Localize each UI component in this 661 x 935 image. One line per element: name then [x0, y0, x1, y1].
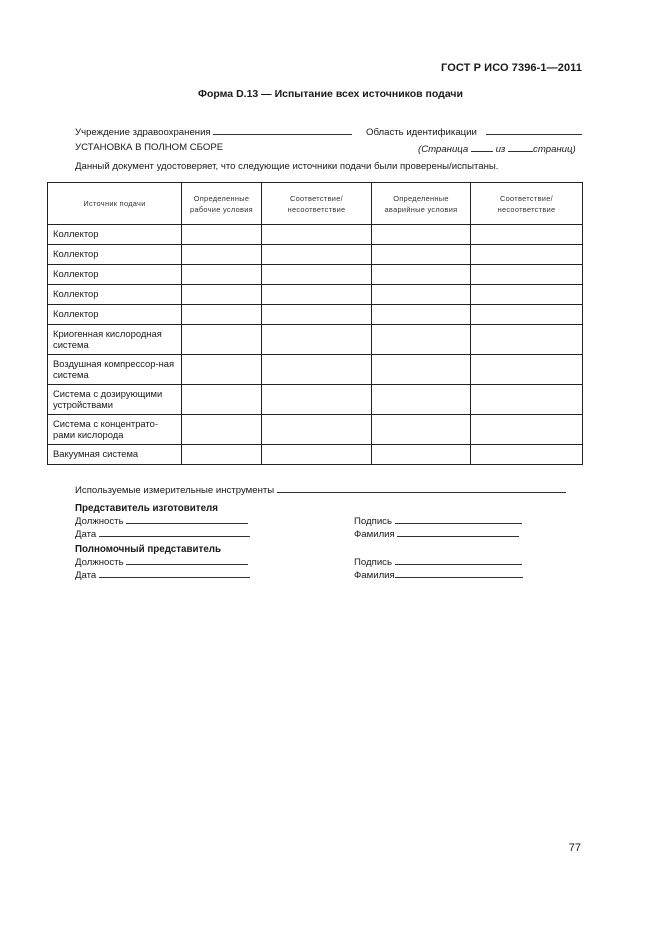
manufacturer-position-label: Должность — [75, 516, 124, 527]
table-cell[interactable] — [182, 225, 262, 245]
source-name: Коллектор — [48, 225, 182, 245]
institution-label: Учреждение здравоохранения — [75, 127, 211, 138]
table-cell[interactable] — [182, 245, 262, 265]
manufacturer-position-blank[interactable] — [126, 514, 248, 524]
identification-area-label: Область идентификации — [366, 127, 477, 138]
col-header-operating-conditions: Определенные рабочие условия — [182, 183, 262, 225]
manufacturer-date-label: Дата — [75, 529, 97, 540]
source-name: Коллектор — [48, 285, 182, 305]
table-cell[interactable] — [182, 445, 262, 465]
of-label: из — [495, 144, 506, 155]
total-pages-blank[interactable] — [508, 142, 533, 152]
table-cell[interactable] — [372, 305, 471, 325]
table-row — [48, 325, 583, 355]
manufacturer-surname-blank[interactable] — [397, 527, 519, 537]
source-name: Коллектор — [48, 305, 182, 325]
instruments-line — [75, 483, 566, 496]
instruments-blank[interactable] — [277, 483, 566, 493]
table-cell[interactable] — [182, 415, 262, 445]
table-cell[interactable] — [372, 285, 471, 305]
supply-sources-table — [47, 182, 583, 465]
table-cell[interactable] — [262, 415, 372, 445]
table-row — [48, 445, 583, 465]
table-row — [48, 355, 583, 385]
source-name: Вакуумная система — [48, 445, 182, 465]
table-row — [48, 305, 583, 325]
table-cell[interactable] — [182, 355, 262, 385]
table-cell[interactable] — [372, 265, 471, 285]
identification-area-line — [366, 125, 582, 138]
form-title: Форма D.13 — Испытание всех источников подачи — [198, 88, 463, 100]
page-count-line — [418, 142, 576, 155]
statement-text: Данный документ удостоверяет, что следующие источники подачи были проверены/испытаны. — [75, 161, 499, 172]
table-row — [48, 415, 583, 445]
manufacturer-signature-blank[interactable] — [395, 514, 522, 524]
table-cell[interactable] — [372, 385, 471, 415]
table-header-row — [48, 183, 583, 225]
table-cell[interactable] — [182, 285, 262, 305]
table-cell[interactable] — [372, 245, 471, 265]
table-cell[interactable] — [372, 445, 471, 465]
authorized-surname-label: Фамилия — [354, 570, 395, 581]
table-cell[interactable] — [182, 265, 262, 285]
col-header-emergency-conditions: Определенные аварийные условия — [372, 183, 471, 225]
source-name: Коллектор — [48, 265, 182, 285]
table-cell[interactable] — [372, 355, 471, 385]
source-name: Воздушная компрессор-ная система — [48, 355, 182, 385]
institution-blank[interactable] — [213, 125, 352, 135]
table-row — [48, 245, 583, 265]
col-header-source: Источник подачи — [48, 183, 182, 225]
table-cell[interactable] — [471, 305, 583, 325]
table-cell[interactable] — [262, 385, 372, 415]
table-cell[interactable] — [471, 325, 583, 355]
manufacturer-heading: Представитель изготовителя — [75, 503, 218, 514]
standard-code: ГОСТ Р ИСО 7396-1—2011 — [441, 62, 582, 74]
manufacturer-signature-label: Подпись — [354, 516, 392, 527]
table-row — [48, 285, 583, 305]
table-cell[interactable] — [262, 225, 372, 245]
table-cell[interactable] — [372, 325, 471, 355]
authorized-block — [75, 544, 250, 581]
table-cell[interactable] — [471, 225, 583, 245]
authorized-surname-blank[interactable] — [395, 568, 523, 578]
table-cell[interactable] — [262, 305, 372, 325]
source-name: Система с концентрато-рами кислорода — [48, 415, 182, 445]
installation-label: УСТАНОВКА В ПОЛНОМ СБОРЕ — [75, 142, 224, 153]
authorized-position-label: Должность — [75, 557, 124, 568]
source-name: Система с дозирующими устройствами — [48, 385, 182, 415]
authorized-date-blank[interactable] — [99, 568, 250, 578]
authorized-signature-label: Подпись — [354, 557, 392, 568]
authorized-signature-block — [354, 555, 523, 581]
table-cell[interactable] — [182, 325, 262, 355]
table-cell[interactable] — [471, 285, 583, 305]
col-header-compliance-operating: Соответствие/ несоответствие — [262, 183, 372, 225]
table-row — [48, 265, 583, 285]
table-cell[interactable] — [262, 265, 372, 285]
manufacturer-surname-label: Фамилия — [354, 529, 395, 540]
manufacturer-block — [75, 503, 250, 540]
table-cell[interactable] — [182, 385, 262, 415]
page-number-blank[interactable] — [471, 142, 493, 152]
table-cell[interactable] — [471, 415, 583, 445]
table-cell[interactable] — [262, 245, 372, 265]
table-cell[interactable] — [471, 445, 583, 465]
authorized-position-blank[interactable] — [126, 555, 248, 565]
table-cell[interactable] — [471, 355, 583, 385]
col-header-compliance-emergency: Соответствие/ несоответствие — [471, 183, 583, 225]
table-cell[interactable] — [182, 305, 262, 325]
page-label: (Страница — [418, 144, 469, 155]
manufacturer-signature-block — [354, 514, 522, 540]
manufacturer-date-blank[interactable] — [99, 527, 250, 537]
table-cell[interactable] — [471, 265, 583, 285]
table-cell[interactable] — [372, 415, 471, 445]
table-cell[interactable] — [262, 355, 372, 385]
source-name: Коллектор — [48, 245, 182, 265]
institution-line — [75, 125, 352, 138]
instruments-label: Используемые измерительные инструменты — [75, 485, 275, 496]
authorized-heading: Полномочный представитель — [75, 544, 222, 555]
table-cell[interactable] — [262, 325, 372, 355]
source-name: Криогенная кислородная система — [48, 325, 182, 355]
table-row — [48, 225, 583, 245]
page-number: 77 — [568, 842, 581, 854]
pages-label: страниц) — [533, 144, 576, 155]
table-cell[interactable] — [471, 385, 583, 415]
table-cell[interactable] — [372, 225, 471, 245]
table-cell[interactable] — [262, 285, 372, 305]
table-row — [48, 385, 583, 415]
authorized-signature-blank[interactable] — [395, 555, 522, 565]
table-cell[interactable] — [471, 245, 583, 265]
identification-area-blank[interactable] — [486, 125, 582, 135]
authorized-date-label: Дата — [75, 570, 97, 581]
table-cell[interactable] — [262, 445, 372, 465]
